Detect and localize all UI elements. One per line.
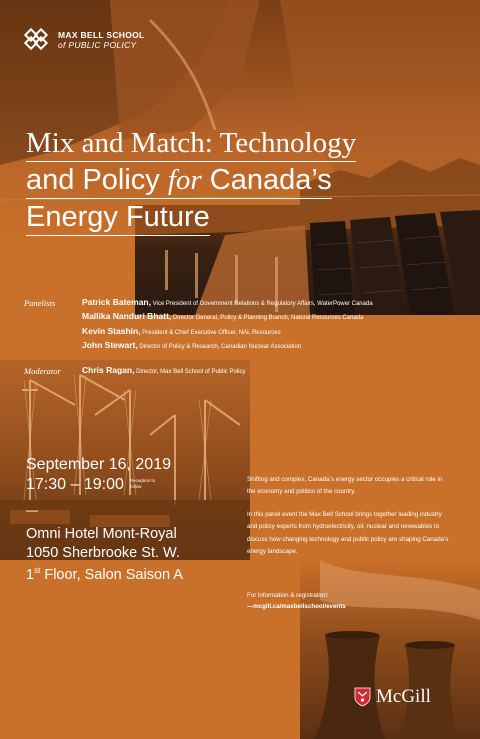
panelists-list — [82, 296, 472, 354]
reception-line1: Reception to — [129, 478, 156, 483]
moderator-label: Moderator — [24, 366, 61, 376]
moderator-block — [82, 364, 472, 378]
event-title — [26, 125, 466, 236]
registration-info — [247, 590, 346, 612]
panelist-name: Kevin Stashin, — [82, 325, 141, 336]
reception-line2: follow — [129, 483, 142, 489]
venue-floor-rest: Floor, Salon Saison A — [40, 566, 183, 583]
reception-note — [130, 478, 155, 489]
moderator-role: Director, Max Bell School of Public Policy — [134, 369, 246, 375]
mcgill-shield-icon — [354, 687, 371, 707]
event-date: September 16, 2019 — [26, 456, 171, 473]
cooling-towers-photo — [300, 560, 480, 739]
panelists-label: Panelists — [24, 298, 56, 308]
mcgill-logo — [354, 686, 431, 708]
school-name — [58, 30, 145, 50]
mcgill-wordmark: McGill — [376, 686, 431, 707]
towers-illustration — [300, 560, 480, 739]
title-line-3: Energy Future — [26, 199, 210, 236]
event-description — [247, 474, 452, 568]
venue-line2: 1050 Sherbrooke St. W. — [26, 544, 180, 561]
venue-floor-suffix: st — [34, 566, 41, 575]
title-line-2-a: and Policy — [26, 164, 168, 196]
panelist-row — [82, 325, 472, 339]
panelist-role: Vice President of Government Relations & Regulatory Affairs, WaterPower Canada — [150, 301, 373, 307]
panelist-name: Patrick Bateman, — [82, 297, 151, 307]
panelist-row — [82, 310, 472, 324]
panelist-row — [82, 296, 472, 310]
moderator-row — [82, 364, 472, 378]
divider-dash: — — [26, 503, 38, 517]
moderator-name: Chris Ragan, — [82, 365, 135, 375]
venue-floor-number: 1 — [26, 566, 35, 583]
school-logo — [24, 28, 145, 52]
school-name-line1: MAX BELL SCHOOL — [58, 30, 145, 40]
title-line-2-b: Canada’s — [201, 164, 332, 196]
title-line-2 — [26, 162, 332, 199]
description-paragraph-1: Shifting and complex, Canada’s energy sector occupies a critical role in the economy and politics of the country. — [247, 476, 443, 496]
panelist-name: Mallika Nanduri Bhatt, — [82, 311, 172, 322]
panelist-role: President & Chief Executive Officer, NAL Resources — [140, 329, 281, 336]
description-paragraph-2: In this panel event the Max Bell School brings together leading industry and policy experts from hydroelectricity, oil, nuclear and renewables to discuss how changing technology and public policy are shaping Canada’s energy landscape. — [247, 510, 449, 556]
venue-line3 — [26, 562, 183, 584]
event-time-row — [26, 475, 155, 494]
registration-link[interactable]: —mcgill.ca/maxbellschool/events — [247, 603, 346, 610]
school-emblem-icon — [24, 28, 50, 52]
panelist-role: Director General, Policy & Planning Branch, Natural Resources Canada — [171, 315, 364, 322]
panelist-row — [82, 339, 472, 353]
event-time: 17:30 – 19:00 — [26, 476, 124, 493]
school-name-line2: of PUBLIC POLICY — [58, 40, 137, 50]
panelist-name: John Stewart, — [82, 340, 138, 351]
registration-label: For information & registration: — [247, 592, 329, 599]
event-venue — [26, 525, 183, 584]
title-line-1: Mix and Match: Technology — [26, 125, 356, 162]
panelist-role: Director of Policy & Research, Canadian Nuclear Association — [137, 344, 302, 351]
title-for-word: for — [167, 164, 202, 196]
venue-line1: Omni Hotel Mont-Royal — [26, 526, 177, 542]
